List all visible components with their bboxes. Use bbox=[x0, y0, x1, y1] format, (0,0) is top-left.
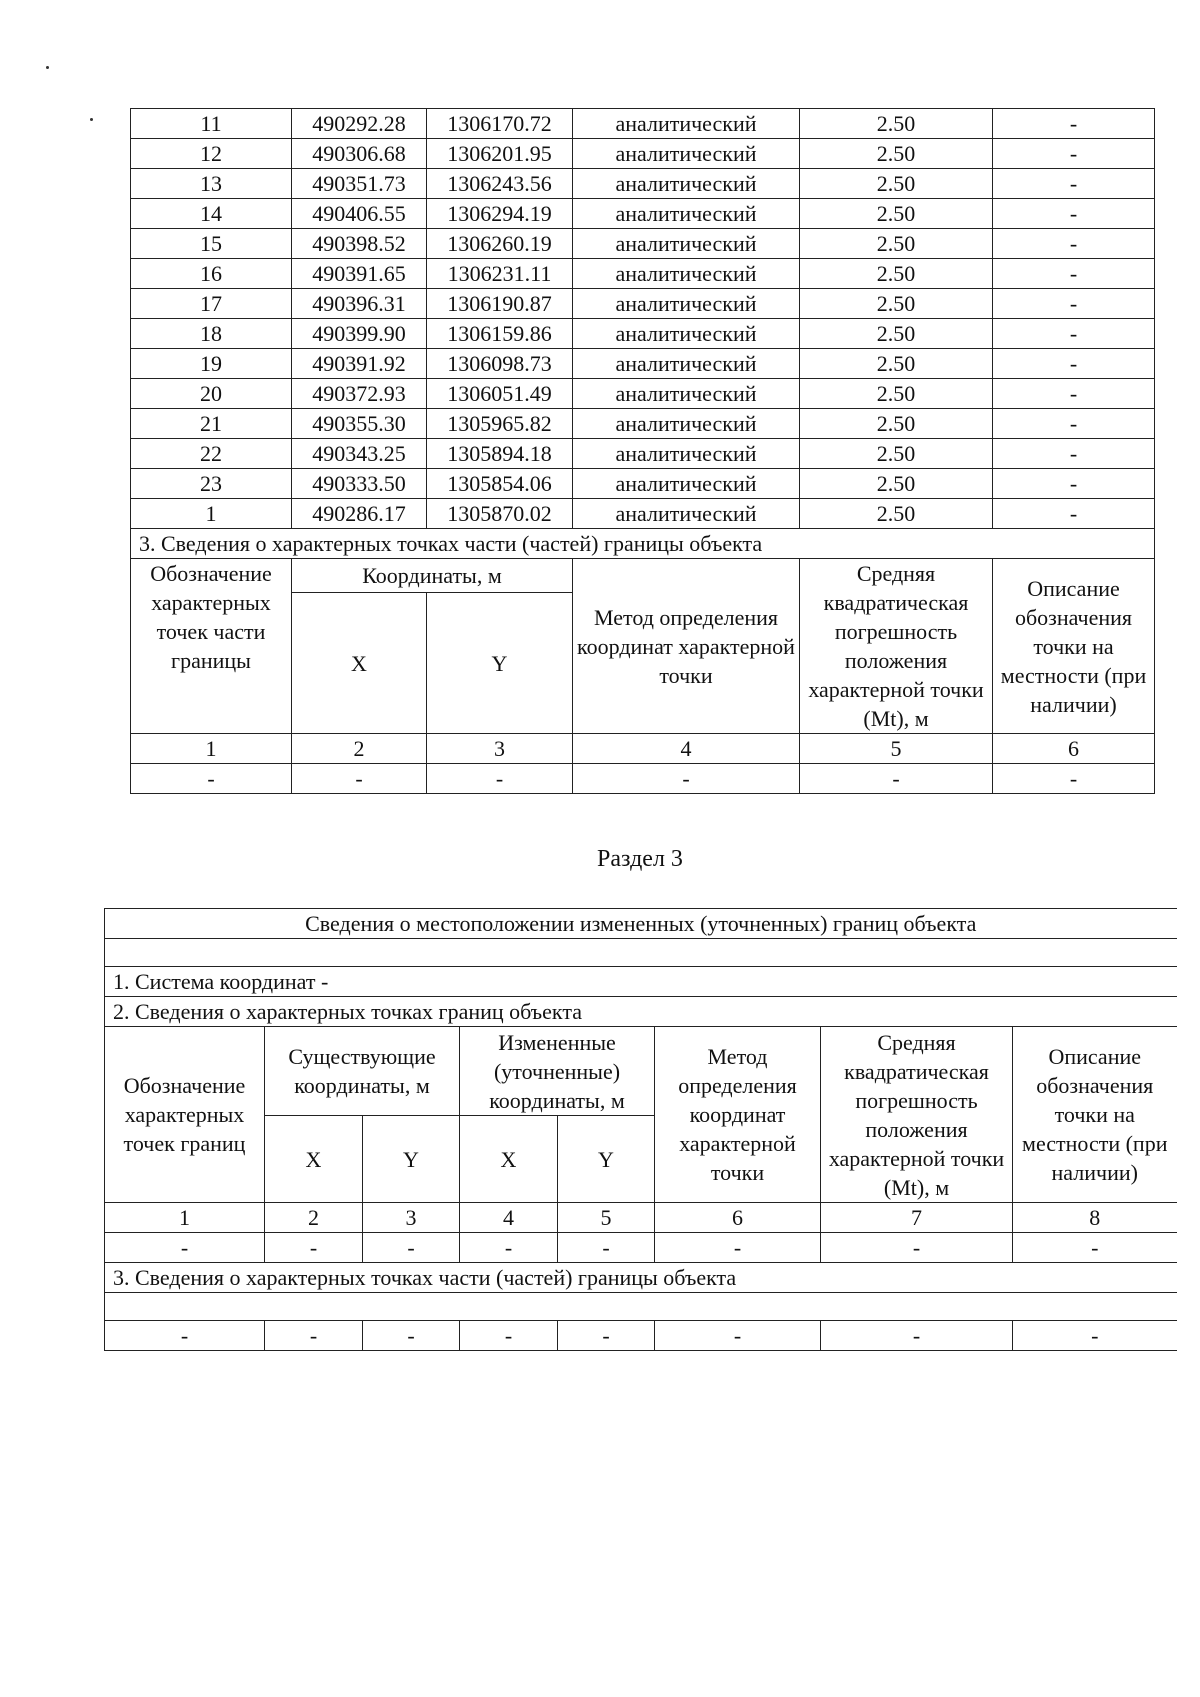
x-coord-cell: 490399.90 bbox=[292, 319, 427, 349]
x-coord-cell: 490372.93 bbox=[292, 379, 427, 409]
empty-row bbox=[131, 764, 1155, 794]
y-coord-cell: 1306190.87 bbox=[427, 289, 573, 319]
point-number-cell: 11 bbox=[131, 109, 292, 139]
blank-row bbox=[105, 939, 1177, 967]
changed-boundaries-table bbox=[104, 908, 1177, 1351]
column-number-cell: 3 bbox=[363, 1203, 460, 1233]
point-number-cell: 19 bbox=[131, 349, 292, 379]
accuracy-header: Средняя квадратическая погрешность положения характерной точки (Mt), м bbox=[800, 559, 993, 734]
method-header: Метод определения координат характерной точки bbox=[655, 1027, 821, 1203]
point-number-cell: 15 bbox=[131, 229, 292, 259]
accuracy-cell: 2.50 bbox=[800, 469, 993, 499]
x-coord-cell: 490396.31 bbox=[292, 289, 427, 319]
point-number-cell: 22 bbox=[131, 439, 292, 469]
y-coord-cell: 1306098.73 bbox=[427, 349, 573, 379]
description-cell: - bbox=[993, 349, 1155, 379]
dash-cell: - bbox=[105, 1321, 265, 1351]
dash-cell: - bbox=[1013, 1321, 1177, 1351]
part-points-heading: 3. Сведения о характерных точках части (частей) границы объекта bbox=[131, 529, 1155, 559]
column-numbers-row bbox=[105, 1203, 1177, 1233]
y-changed-header: Y bbox=[558, 1116, 655, 1203]
description-cell: - bbox=[993, 319, 1155, 349]
existing-coords-header: Существующие координаты, м bbox=[265, 1027, 460, 1116]
description-cell: - bbox=[993, 109, 1155, 139]
table-row bbox=[131, 409, 1155, 439]
x-coord-cell: 490391.65 bbox=[292, 259, 427, 289]
accuracy-cell: 2.50 bbox=[800, 289, 993, 319]
y-coord-cell: 1305870.02 bbox=[427, 499, 573, 529]
table-row bbox=[131, 319, 1155, 349]
column-number-cell: 3 bbox=[427, 734, 573, 764]
dash-cell: - bbox=[558, 1233, 655, 1263]
dash-cell: - bbox=[292, 764, 427, 794]
y-coord-cell: 1305894.18 bbox=[427, 439, 573, 469]
column-number-cell: 2 bbox=[265, 1203, 363, 1233]
point-number-cell: 12 bbox=[131, 139, 292, 169]
coord-system: 1. Система координат - bbox=[105, 967, 1177, 997]
table-row bbox=[131, 379, 1155, 409]
accuracy-cell: 2.50 bbox=[800, 499, 993, 529]
dash-cell: - bbox=[427, 764, 573, 794]
x-coord-cell: 490355.30 bbox=[292, 409, 427, 439]
method-cell: аналитический bbox=[573, 409, 800, 439]
method-cell: аналитический bbox=[573, 379, 800, 409]
accuracy-cell: 2.50 bbox=[800, 409, 993, 439]
y-header: Y bbox=[427, 593, 573, 734]
accuracy-cell: 2.50 bbox=[800, 229, 993, 259]
y-coord-cell: 1306260.19 bbox=[427, 229, 573, 259]
description-cell: - bbox=[993, 139, 1155, 169]
designation-header: Обозначение характерных точек границ bbox=[105, 1027, 265, 1203]
y-coord-cell: 1306243.56 bbox=[427, 169, 573, 199]
dash-cell: - bbox=[131, 764, 292, 794]
description-cell: - bbox=[993, 409, 1155, 439]
method-cell: аналитический bbox=[573, 109, 800, 139]
accuracy-cell: 2.50 bbox=[800, 319, 993, 349]
dash-cell: - bbox=[993, 764, 1155, 794]
dash-cell: - bbox=[363, 1321, 460, 1351]
table-row bbox=[131, 199, 1155, 229]
description-header: Описание обозначения точки на местности (при наличии) bbox=[993, 559, 1155, 734]
dash-cell: - bbox=[800, 764, 993, 794]
x-coord-cell: 490398.52 bbox=[292, 229, 427, 259]
description-header: Описание обозначения точки на местности (при наличии) bbox=[1013, 1027, 1177, 1203]
table-row bbox=[131, 229, 1155, 259]
method-cell: аналитический bbox=[573, 169, 800, 199]
x-changed-header: X bbox=[460, 1116, 558, 1203]
method-cell: аналитический bbox=[573, 229, 800, 259]
column-number-cell: 1 bbox=[105, 1203, 265, 1233]
accuracy-header: Средняя квадратическая погрешность положения характерной точки (Mt), м bbox=[821, 1027, 1013, 1203]
x-coord-cell: 490343.25 bbox=[292, 439, 427, 469]
dash-cell: - bbox=[821, 1233, 1013, 1263]
description-cell: - bbox=[993, 229, 1155, 259]
dash-cell: - bbox=[105, 1233, 265, 1263]
description-cell: - bbox=[993, 499, 1155, 529]
method-cell: аналитический bbox=[573, 289, 800, 319]
dash-cell: - bbox=[363, 1233, 460, 1263]
point-number-cell: 16 bbox=[131, 259, 292, 289]
description-cell: - bbox=[993, 469, 1155, 499]
method-header: Метод определения координат характерной точки bbox=[573, 559, 800, 734]
table-row bbox=[131, 469, 1155, 499]
y-coord-cell: 1305965.82 bbox=[427, 409, 573, 439]
designation-header: Обозначение характерных точек части границы bbox=[131, 559, 292, 734]
dash-cell: - bbox=[460, 1321, 558, 1351]
accuracy-cell: 2.50 bbox=[800, 169, 993, 199]
dash-cell: - bbox=[573, 764, 800, 794]
empty-row bbox=[105, 1233, 1177, 1263]
empty-row bbox=[105, 1321, 1177, 1351]
description-cell: - bbox=[993, 289, 1155, 319]
column-number-cell: 2 bbox=[292, 734, 427, 764]
description-cell: - bbox=[993, 379, 1155, 409]
scan-speck bbox=[90, 118, 93, 121]
y-coord-cell: 1306170.72 bbox=[427, 109, 573, 139]
method-cell: аналитический bbox=[573, 469, 800, 499]
table-title: Сведения о местоположении измененных (уточненных) границ объекта bbox=[105, 909, 1177, 939]
method-cell: аналитический bbox=[573, 259, 800, 289]
dash-cell: - bbox=[821, 1321, 1013, 1351]
description-cell: - bbox=[993, 199, 1155, 229]
table-row bbox=[131, 259, 1155, 289]
boundary-points-table bbox=[130, 108, 1155, 794]
method-cell: аналитический bbox=[573, 319, 800, 349]
column-number-cell: 1 bbox=[131, 734, 292, 764]
table-row bbox=[131, 499, 1155, 529]
points-heading: 2. Сведения о характерных точках границ объекта bbox=[105, 997, 1177, 1027]
accuracy-cell: 2.50 bbox=[800, 109, 993, 139]
x-coord-cell: 490351.73 bbox=[292, 169, 427, 199]
coords-header: Координаты, м bbox=[292, 559, 573, 593]
blank-row bbox=[105, 1293, 1177, 1321]
accuracy-cell: 2.50 bbox=[800, 379, 993, 409]
table-row bbox=[131, 349, 1155, 379]
y-coord-cell: 1306201.95 bbox=[427, 139, 573, 169]
table-row bbox=[131, 109, 1155, 139]
description-cell: - bbox=[993, 169, 1155, 199]
column-number-cell: 4 bbox=[460, 1203, 558, 1233]
point-number-cell: 20 bbox=[131, 379, 292, 409]
dash-cell: - bbox=[265, 1233, 363, 1263]
method-cell: аналитический bbox=[573, 499, 800, 529]
changed-coords-header: Измененные (уточненные) координаты, м bbox=[460, 1027, 655, 1116]
point-number-cell: 17 bbox=[131, 289, 292, 319]
dash-cell: - bbox=[655, 1321, 821, 1351]
x-coord-cell: 490333.50 bbox=[292, 469, 427, 499]
point-number-cell: 21 bbox=[131, 409, 292, 439]
x-existing-header: X bbox=[265, 1116, 363, 1203]
description-cell: - bbox=[993, 439, 1155, 469]
y-coord-cell: 1305854.06 bbox=[427, 469, 573, 499]
description-cell: - bbox=[993, 259, 1155, 289]
x-coord-cell: 490391.92 bbox=[292, 349, 427, 379]
x-coord-cell: 490406.55 bbox=[292, 199, 427, 229]
y-coord-cell: 1306159.86 bbox=[427, 319, 573, 349]
dash-cell: - bbox=[655, 1233, 821, 1263]
dash-cell: - bbox=[460, 1233, 558, 1263]
dash-cell: - bbox=[1013, 1233, 1177, 1263]
accuracy-cell: 2.50 bbox=[800, 199, 993, 229]
accuracy-cell: 2.50 bbox=[800, 349, 993, 379]
table-row bbox=[131, 139, 1155, 169]
point-number-cell: 18 bbox=[131, 319, 292, 349]
x-coord-cell: 490306.68 bbox=[292, 139, 427, 169]
scan-speck bbox=[46, 66, 49, 69]
point-number-cell: 23 bbox=[131, 469, 292, 499]
table-row bbox=[131, 289, 1155, 319]
column-number-cell: 6 bbox=[993, 734, 1155, 764]
y-coord-cell: 1306051.49 bbox=[427, 379, 573, 409]
accuracy-cell: 2.50 bbox=[800, 139, 993, 169]
y-existing-header: Y bbox=[363, 1116, 460, 1203]
point-number-cell: 14 bbox=[131, 199, 292, 229]
method-cell: аналитический bbox=[573, 349, 800, 379]
y-coord-cell: 1306294.19 bbox=[427, 199, 573, 229]
column-number-cell: 5 bbox=[558, 1203, 655, 1233]
column-number-cell: 7 bbox=[821, 1203, 1013, 1233]
x-coord-cell: 490286.17 bbox=[292, 499, 427, 529]
x-coord-cell: 490292.28 bbox=[292, 109, 427, 139]
point-number-cell: 1 bbox=[131, 499, 292, 529]
accuracy-cell: 2.50 bbox=[800, 439, 993, 469]
column-number-cell: 8 bbox=[1013, 1203, 1177, 1233]
point-number-cell: 13 bbox=[131, 169, 292, 199]
dash-cell: - bbox=[265, 1321, 363, 1351]
column-number-cell: 6 bbox=[655, 1203, 821, 1233]
method-cell: аналитический bbox=[573, 439, 800, 469]
section-title: Раздел 3 bbox=[597, 846, 683, 872]
method-cell: аналитический bbox=[573, 199, 800, 229]
column-number-cell: 4 bbox=[573, 734, 800, 764]
column-number-cell: 5 bbox=[800, 734, 993, 764]
part-points-heading: 3. Сведения о характерных точках части (частей) границы объекта bbox=[105, 1263, 1177, 1293]
method-cell: аналитический bbox=[573, 139, 800, 169]
table-row bbox=[131, 169, 1155, 199]
table-row bbox=[131, 439, 1155, 469]
dash-cell: - bbox=[558, 1321, 655, 1351]
column-numbers-row bbox=[131, 734, 1155, 764]
accuracy-cell: 2.50 bbox=[800, 259, 993, 289]
y-coord-cell: 1306231.11 bbox=[427, 259, 573, 289]
x-header: X bbox=[292, 593, 427, 734]
